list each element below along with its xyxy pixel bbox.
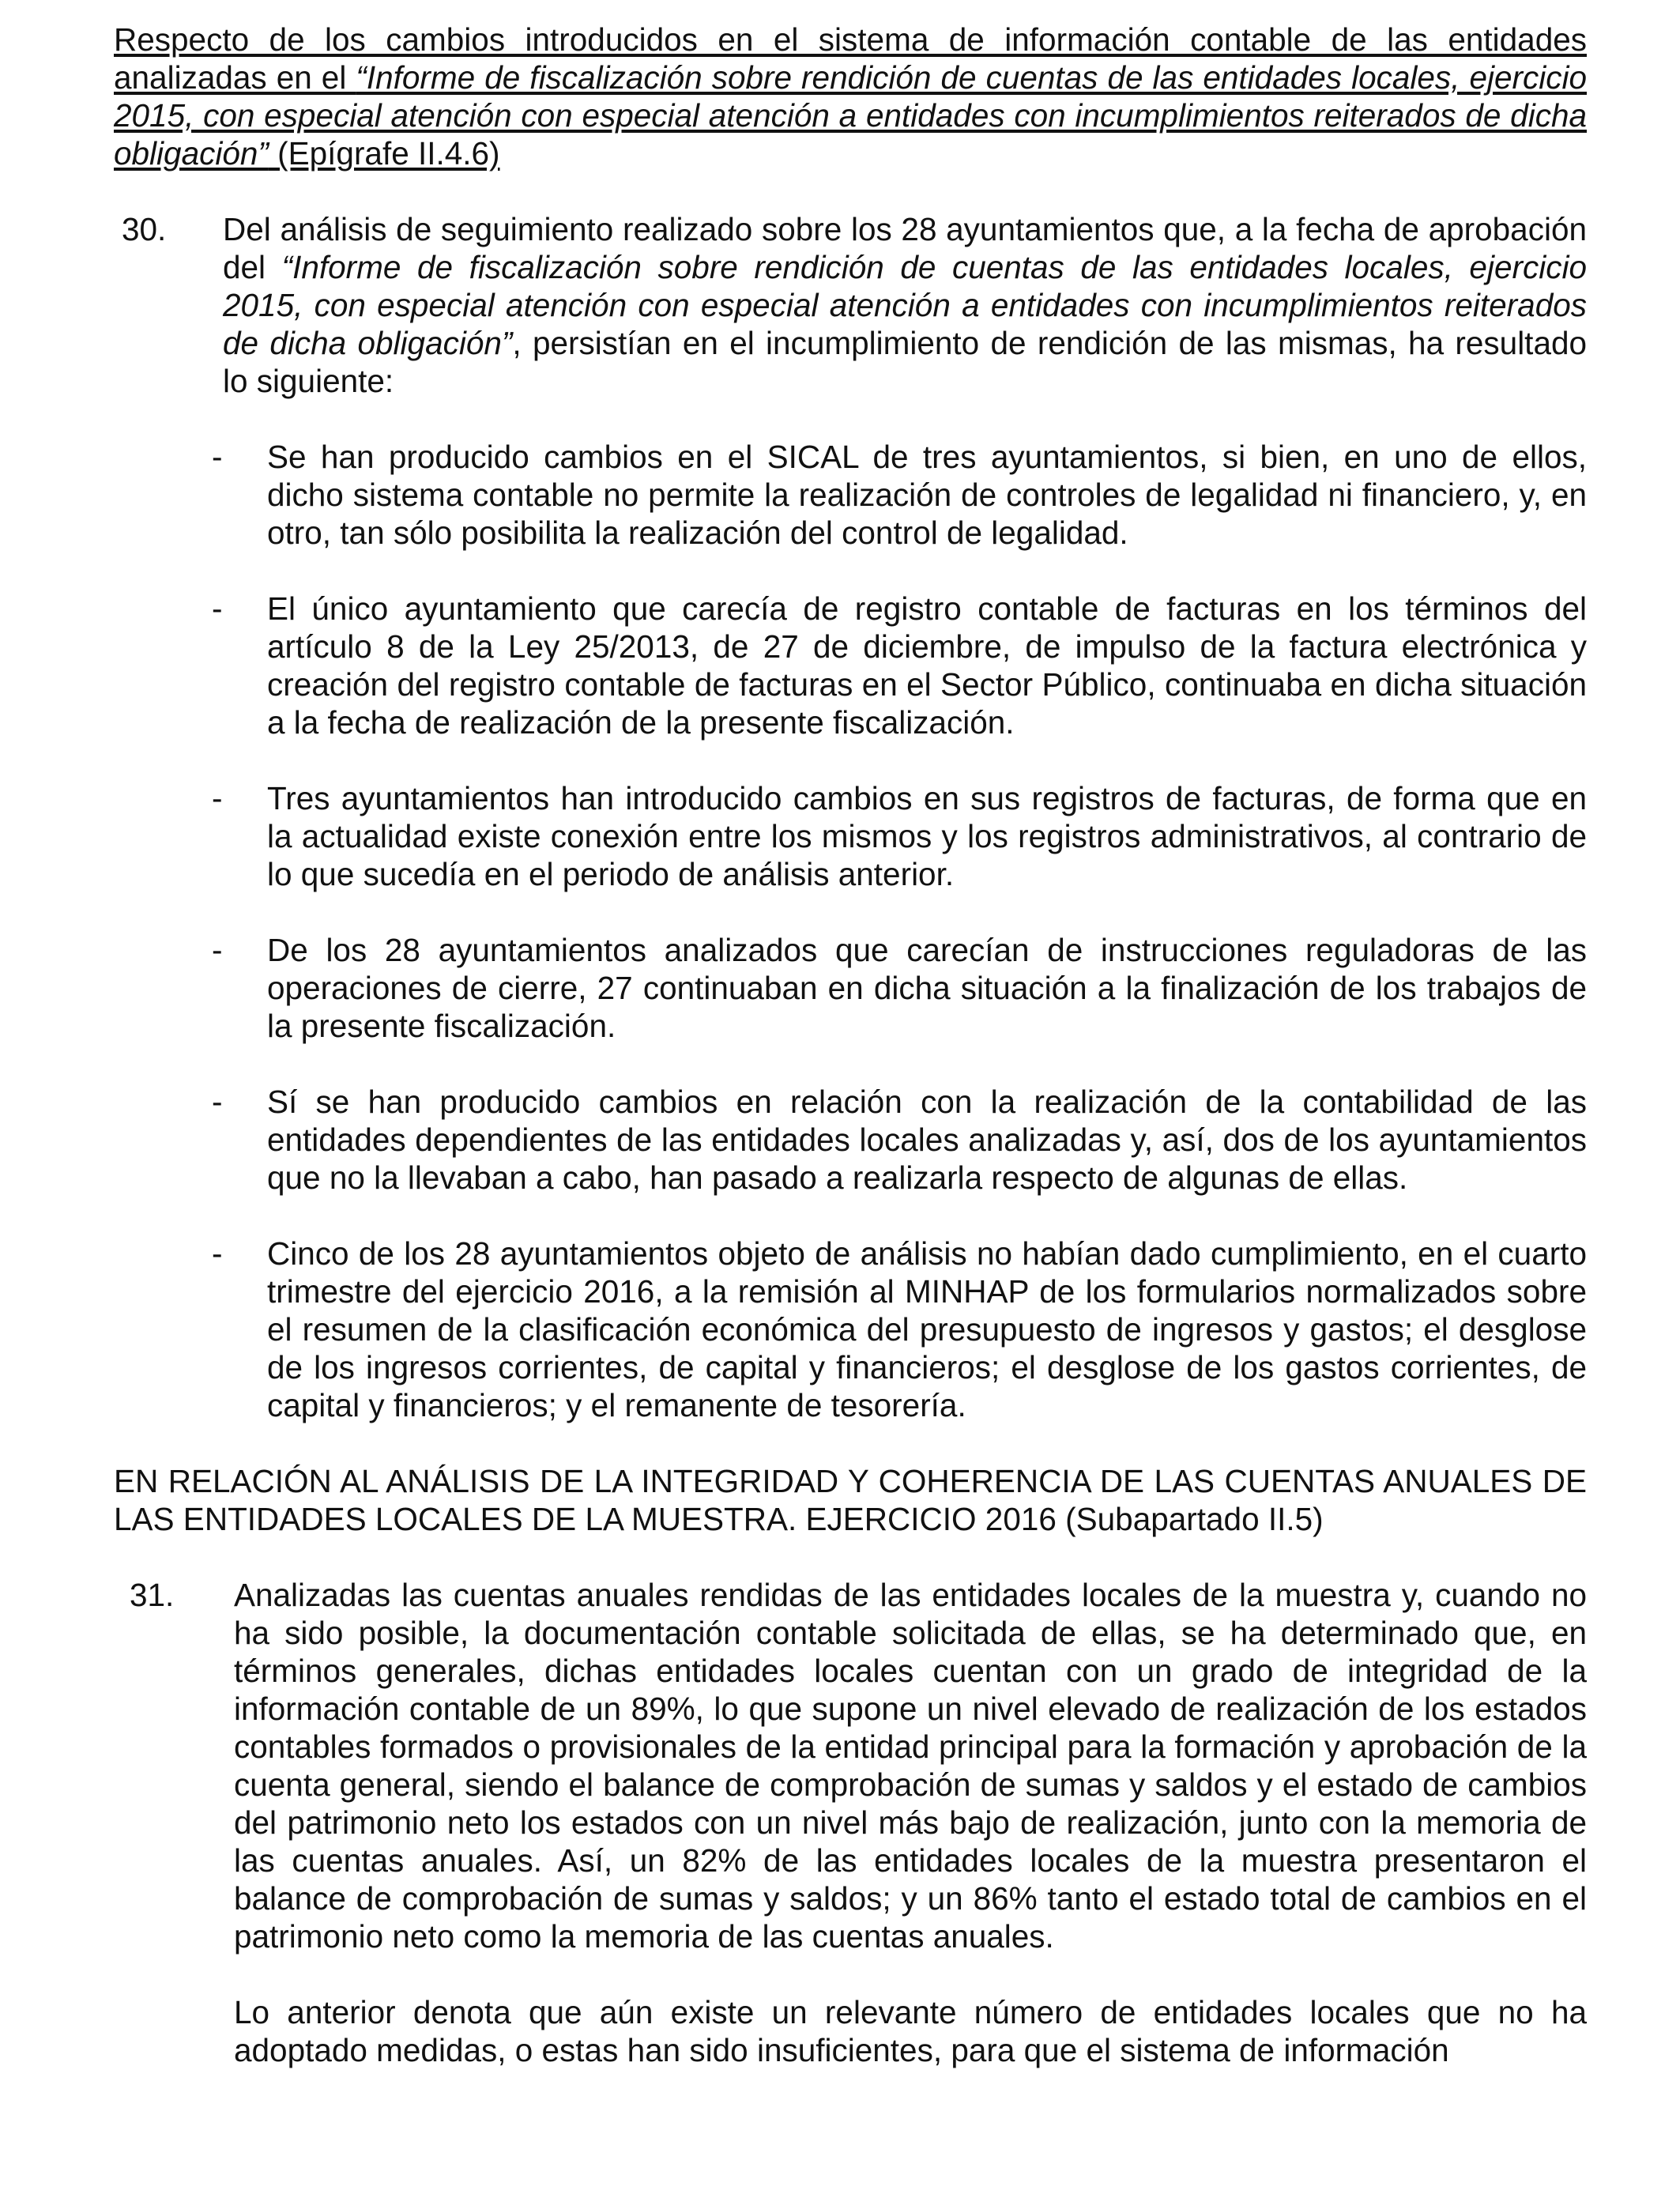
point-intro-end: , persistían en el incumplimiento de rendición de las mismas, ha resultado lo siguiente: [223, 325, 1588, 399]
heading-text: EN RELACIÓN AL ANÁLISIS DE LA INTEGRIDAD Y COHERENCIA DE LAS CUENTAS ANUALES DE LAS ENTIDADES LOCALES DE LA MUESTRA. EJERCICIO 2016 [114, 1463, 1587, 1537]
dash-marker: - [212, 780, 223, 816]
list-item-text: Sí se han producido cambios en relación con la realización de la contabilidad de las entidades dependientes de las entidades locales analizadas y, así, dos de los ayuntamientos que no la llevaban a cabo, han pasado a realizarla respecto de algunas de ellas. [267, 1084, 1587, 1196]
paragraph-text: Lo anterior denota que aún existe un relevante número de entidades locales que no ha adoptado medidas, o estas han sido insuficientes, para que el sistema de información [234, 1994, 1587, 2068]
list-item-text: Tres ayuntamientos han introducido cambios en sus registros de facturas, de forma que en la actualidad existe conexión entre los mismos y los registros administrativos, al contrario de lo que sucedía en el periodo de análisis anterior. [267, 780, 1587, 892]
section-heading-epigrafe [114, 21, 1587, 172]
list-item-text: De los 28 ayuntamientos analizados que carecían de instrucciones reguladoras de las operaciones de cierre, 27 continuaban en dicha situación a la finalización de los trabajos de la presente fiscalización. [267, 932, 1587, 1044]
dash-marker: - [212, 1084, 223, 1120]
list-item-text: El único ayuntamiento que carecía de registro contable de facturas en los términos del artículo 8 de la Ley 25/2013, de 27 de diciembre, de impulso de la factura electrónica y creación del registro contable de facturas en el Sector Público, continuaba en dicha situación a la fecha de realización de la presente fiscalización. [267, 590, 1587, 741]
point-number: 31. [130, 1577, 175, 1613]
list-item [114, 1083, 1587, 1197]
point-text: Analizadas las cuentas anuales rendidas de las entidades locales de la muestra y, cuando no ha sido posible, la documentación contable solicitada de ellas, se ha determinado que, en términos generales, dichas entidades locales cuentan con un grado de integridad de la información contable de un 89%, lo que supone un nivel elevado de realización de los estados contables formados o provisionales de la entidad principal para la formación y aprobación de la cuenta general, siendo el balance de comprobación de sumas y saldos y el estado de cambios del patrimonio neto los estados con un nivel más bajo de realización, junto con la memoria de las cuentas anuales. Así, un 82% de las entidades locales de la muestra presentaron el balance de comprobación de sumas y saldos; y un 86% tanto el estado total de cambios en el patrimonio neto como la memoria de las cuentas anuales. [234, 1577, 1587, 1955]
report-title-italic: “Informe de fiscalización sobre rendición de cuentas de las entidades locales, ejercicio 2015, con especial atención con especial atención a entidades con incumplimientos reiterados de dicha obligación” [114, 59, 1588, 172]
dash-marker: - [212, 590, 223, 627]
list-item [114, 931, 1587, 1045]
epigrafe-reference: (Epígrafe II.4.6) [268, 135, 500, 172]
point-number: 30. [122, 211, 167, 247]
numbered-point-31 [114, 1576, 1587, 1955]
list-item [114, 1235, 1587, 1424]
numbered-point-30 [114, 210, 1587, 400]
continuation-paragraph [114, 1993, 1587, 2069]
document-page [114, 21, 1587, 2069]
list-item [114, 438, 1587, 552]
section-heading-subapartado [114, 1462, 1587, 1538]
dash-marker: - [212, 1235, 223, 1272]
dash-marker: - [212, 439, 223, 475]
list-item-text: Se han producido cambios en el SICAL de tres ayuntamientos, si bien, en uno de ellos, dicho sistema contable no permite la realización de controles de legalidad ni financiero, y, en otro, tan sólo posibilita la realización del control de legalidad. [267, 439, 1587, 551]
subapartado-reference: (Subapartado II.5) [1056, 1501, 1324, 1537]
point-intro: Del análisis de seguimiento realizado sobre los 28 ayuntamientos que, a la fecha de aprobación del [223, 211, 1587, 285]
findings-list [114, 438, 1587, 1424]
heading-text: Respecto de los cambios introducidos en el sistema de información contable de las entidades analizadas en el [114, 21, 1587, 96]
list-item [114, 590, 1587, 741]
report-title-italic: “Informe de fiscalización sobre rendición de cuentas de las entidades locales, ejercicio 2015, con especial atención con especial atención a entidades con incumplimientos reiterados de dicha obligación” [223, 249, 1587, 361]
dash-marker: - [212, 932, 223, 968]
list-item-text: Cinco de los 28 ayuntamientos objeto de análisis no habían dado cumplimiento, en el cuarto trimestre del ejercicio 2016, a la remisión al MINHAP de los formularios normalizados sobre el resumen de la clasificación económica del presupuesto de ingresos y gastos; el desglose de los ingresos corrientes, de capital y financieros; el desglose de los gastos corrientes, de capital y financieros; y el remanente de tesorería. [267, 1235, 1587, 1423]
list-item [114, 779, 1587, 893]
